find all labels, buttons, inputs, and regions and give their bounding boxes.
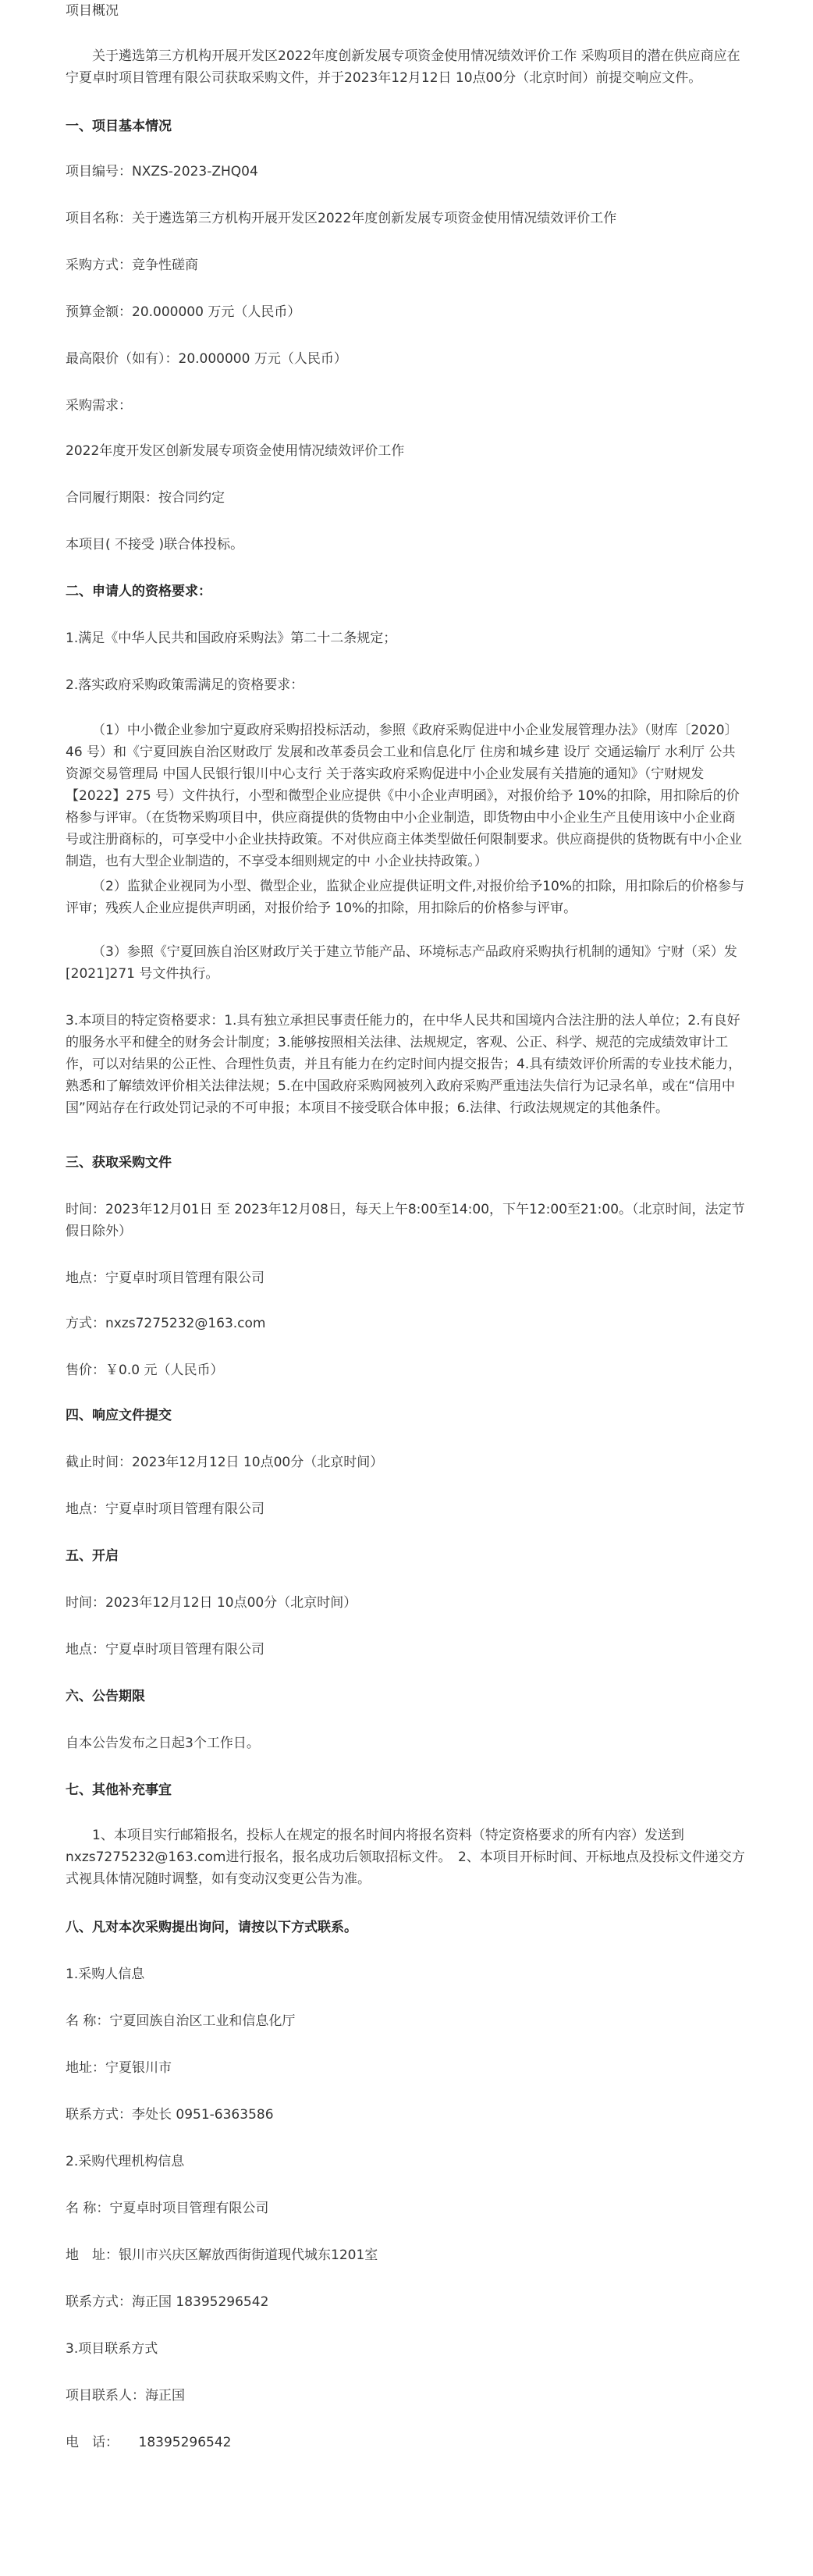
section-3-title: 三、获取采购文件 (66, 1155, 172, 1171)
opening-time: 时间：2023年12月12日 10点00分（北京时间） (66, 1595, 357, 1611)
agency-contact: 联系方式：海正国 18395296542 (66, 2294, 269, 2310)
qualification-item-2: 2.落实政府采购政策需满足的资格要求： (66, 677, 304, 693)
project-contact-title: 3.项目联系方式 (66, 2341, 158, 2357)
document-price: 售价：￥0.0 元（人民币） (66, 1363, 224, 1378)
overview-text: 关于遴选第三方机构开展开发区2022年度创新发展专项资金使用情况绩效评价工作 采购项目的潜在供应商应在宁夏卓时项目管理有限公司获取采购文件，并于2023年12月12日 10点00分（北京时间）前提交响应文件。 (66, 48, 740, 86)
project-contact-phone: 电 话： 18395296542 (66, 2435, 232, 2450)
demand-label: 采购需求： (66, 398, 132, 414)
submission-deadline: 截止时间：2023年12月12日 10点00分（北京时间） (66, 1455, 384, 1470)
acquire-place: 地点：宁夏卓时项目管理有限公司 (66, 1270, 264, 1286)
announcement-period: 自本公告发布之日起3个工作日。 (66, 1736, 260, 1751)
supplementary-text: 1、本项目实行邮箱报名，投标人在规定的报名时间内将报名资料（特定资格要求的所有内容）发送到nxzs7275232@163.com进行报名，报名成功后领取招标文件。 2、本项目开标时间、开标地点及投标文件递交方式视具体情况随时调整，如有变动汉变更公告为准。 (66, 1828, 745, 1887)
contract-period: 合同履行期限：按合同约定 (66, 490, 225, 506)
project-contact-person: 项目联系人：海正国 (66, 2388, 185, 2404)
opening-place: 地点：宁夏卓时项目管理有限公司 (66, 1642, 264, 1658)
procurement-method: 采购方式：竞争性磋商 (66, 258, 198, 273)
purchaser-contact: 联系方式：李处长 0951-6363586 (66, 2107, 274, 2123)
acquire-time: 时间：2023年12月01日 至 2023年12月08日，每天上午8:00至14:00，下午12:00至21:00。（北京时间，法定节假日除外） (66, 1202, 745, 1239)
acquire-method[interactable]: 方式：nxzs7275232@163.com (66, 1316, 266, 1331)
section-5-title: 五、开启 (66, 1548, 119, 1564)
submission-place: 地点：宁夏卓时项目管理有限公司 (66, 1501, 264, 1517)
demand-text: 2022年度开发区创新发展专项资金使用情况绩效评价工作 (66, 443, 405, 459)
consortium-note: 本项目( 不接受 )联合体投标。 (66, 537, 244, 553)
policy-paragraph-2: （2）监狱企业视同为小型、微型企业，监狱企业应提供证明文件,对报价给予10%的扣除，用扣除后的价格参与评审；残疾人企业应提供声明函，对报价给予 10%的扣除，用扣除后的价格参与评审。 (66, 879, 745, 916)
section-4-title: 四、响应文件提交 (66, 1408, 172, 1423)
section-6-title: 六、公告期限 (66, 1689, 145, 1704)
qualification-item-3: 3.本项目的特定资格要求：1.具有独立承担民事责任能力的，在中华人民共和国境内合法注册的法人单位；2.有良好的服务水平和健全的财务会计制度；3.能够按照相关法律、法规规定，客观、公正、科学、规范的完成绩效审计工作，可以对结果的公正性、合理性负责，并且有能力在约定时间内提交报告；4.具有绩效评价所需的专业技术能力，熟悉和了解绩效评价相关法律法规；5.在中国政府采购网被列入政府采购严重违法失信行为记录名单，或在“信用中国”网站存在行政处罚记录的不可申报；本项目不接受联合体申报；6.法律、行政法规规定的其他条件。 (66, 1013, 742, 1116)
policy-paragraph-3: （3）参照《宁夏回族自治区财政厅关于建立节能产品、环境标志产品政府采购执行机制的通知》宁财（采）发[2021]271 号文件执行。 (66, 944, 737, 982)
purchaser-info-title: 1.采购人信息 (66, 1967, 145, 1982)
agency-info-title: 2.采购代理机构信息 (66, 2154, 185, 2169)
purchaser-name: 名 称：宁夏回族自治区工业和信息化厅 (66, 2013, 296, 2029)
qualification-item-1: 1.满足《中华人民共和国政府采购法》第二十二条规定； (66, 631, 397, 646)
section-8-title: 八、凡对本次采购提出询问，请按以下方式联系。 (66, 1920, 357, 1935)
agency-address: 地 址：银川市兴庆区解放西街街道现代城东1201室 (66, 2247, 378, 2263)
project-number: 项目编号：NXZS-2023-ZHQ04 (66, 164, 258, 179)
max-price: 最高限价（如有）：20.000000 万元（人民币） (66, 351, 347, 367)
project-name: 项目名称：关于遴选第三方机构开展开发区2022年度创新发展专项资金使用情况绩效评价工作 (66, 211, 617, 226)
budget-amount: 预算金额：20.000000 万元（人民币） (66, 304, 301, 320)
section-7-title: 七、其他补充事宜 (66, 1782, 172, 1798)
section-2-title: 二、申请人的资格要求： (66, 584, 211, 599)
policy-paragraph-1: （1）中小微企业参加宁夏政府采购招投标活动，参照《政府采购促进中小企业发展管理办法》（财库〔2020〕46 号）和《宁夏回族自治区财政厅 发展和改革委员会工业和信息化厅 住房和城乡建 设厅 交通运输厅 水利厅 公共资源交易管理局 中国人民银行银川中心支行 关于落实政府采购促进中小企业发展有关措施的通知》（宁财规发【2022】275 号）文件执行，小型和微型企业应提供《中小企业声明函》，对报价给予 10%的扣除，用扣除后的价格参与评审。（在货物采购项目中，供应商提供的货物由中小企业制造，即货物由中小企业生产且使用该中小企业商号或注册商标的，可享受中小企业扶持政策。不对供应商主体类型做任何限制要求。供应商提供的货物既有中小企业制造，也有大型企业制造的，不享受本细则规定的中 小企业扶持政策。） (66, 723, 742, 869)
overview-heading: 项目概况 (66, 3, 119, 19)
purchaser-address: 地址：宁夏银川市 (66, 2060, 172, 2076)
section-1-title: 一、项目基本情况 (66, 119, 172, 134)
agency-name: 名 称：宁夏卓时项目管理有限公司 (66, 2201, 269, 2216)
